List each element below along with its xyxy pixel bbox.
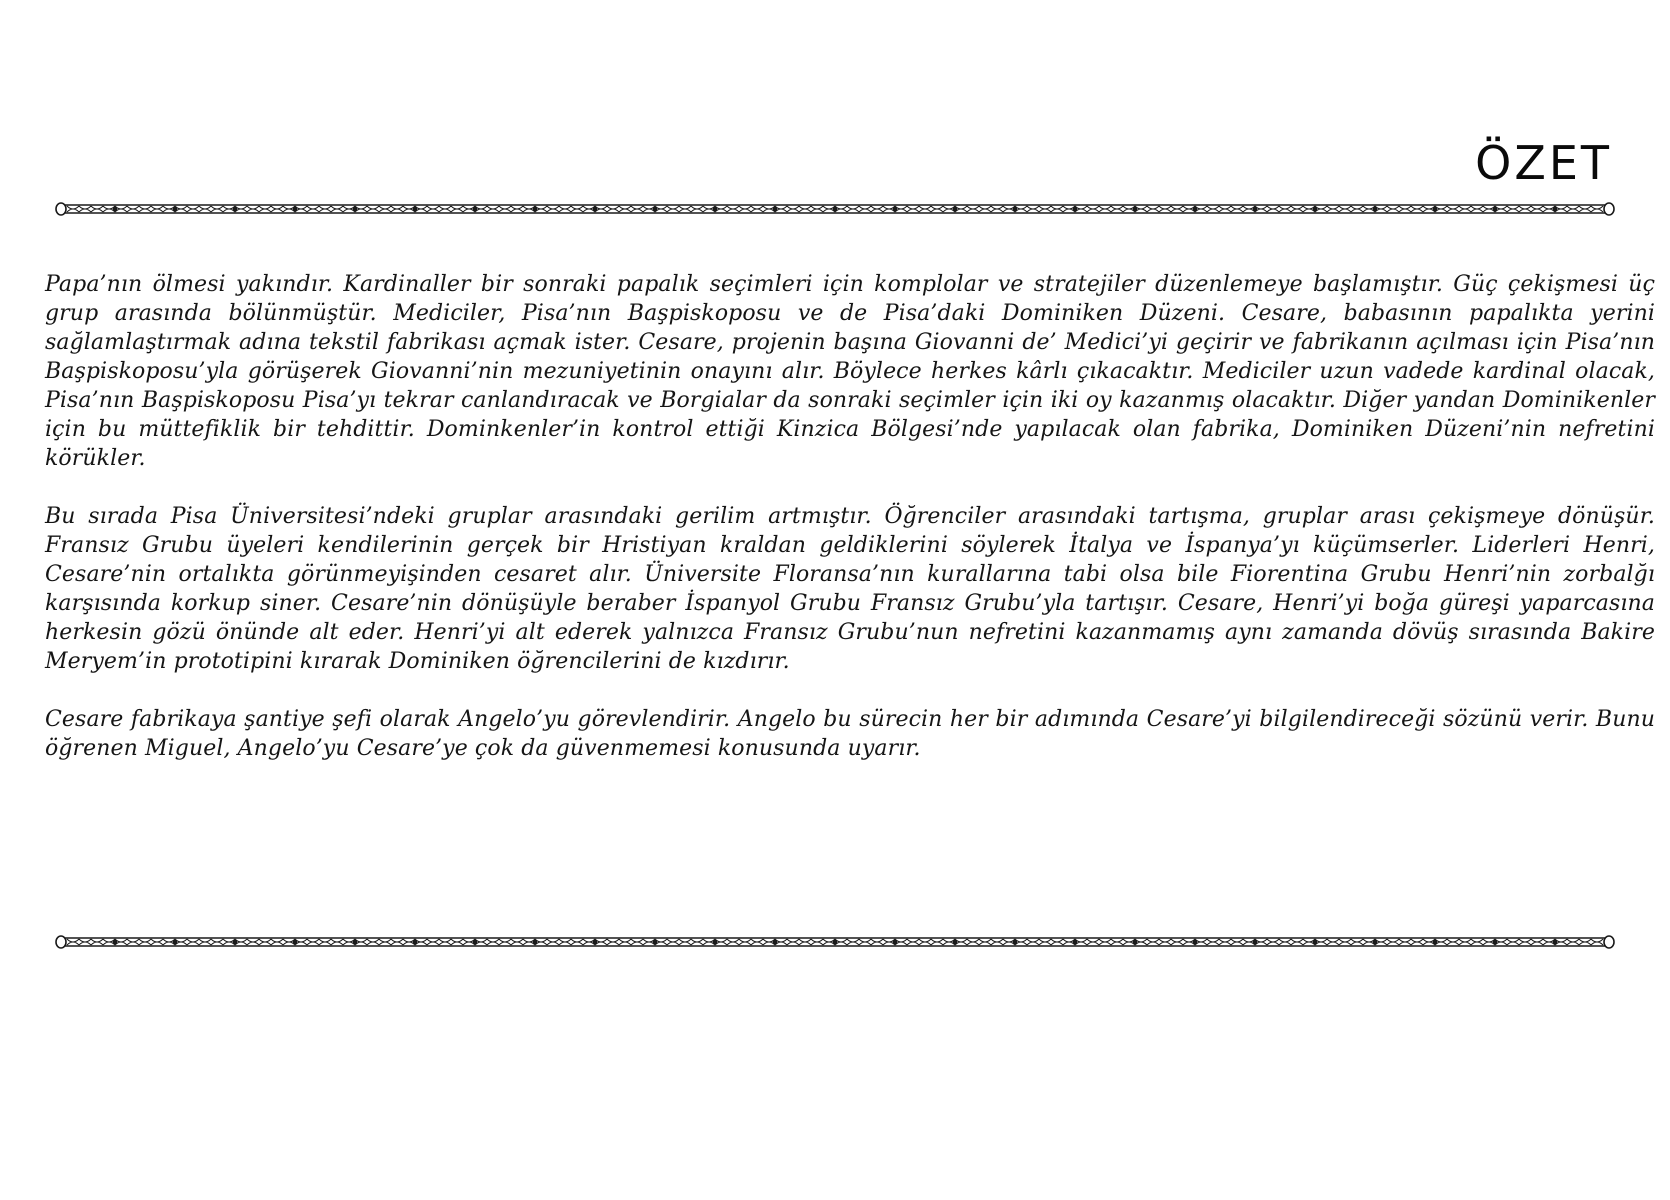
summary-body xyxy=(45,270,1655,792)
summary-paragraph-2: Bu sırada Pisa Üniversitesi’ndeki gruplar arasındaki gerilim artmıştır. Öğrenciler arasındaki tartışma, gruplar arası çekişmeye dönüşür. Fransız Grubu üyeleri kendilerinin gerçek bir Hristiyan kraldan geldiklerini söylerek İtalya ve İspanya’yı küçümserler. Liderleri Henri, Cesare’nin ortalıkta görünmeyişinden cesaret alır. Üniversite Floransa’nın kurallarına tabi olsa bile Fiorentina Grubu Henri’nin zorbalğı karşısında korkup siner. Cesare’nin dönüşüyle beraber İspanyol Grubu Fransız Grubu’yla tartışır. Cesare, Henri’yi boğa güreşi yaparcasına herkesin gözü önünde alt eder. Henri’yi alt ederek yalnızca Fransız Grubu’nun nefretini kazanmamış aynı zamanda dövüş sırasında Bakire Meryem’in prototipini kırarak Dominiken öğrencilerini de kızdırır. xyxy=(45,504,1655,674)
summary-paragraph-3: Cesare fabrikaya şantiye şefi olarak Angelo’yu görevlendirir. Angelo bu sürecin her bir adımında Cesare’yi bilgilendireceği sözünü verir. Bunu öğrenen Miguel, Angelo’yu Cesare’ye çok da güvenmemesi konusunda uyarır. xyxy=(45,707,1655,761)
ornamental-divider-bottom xyxy=(55,934,1615,950)
ornamental-divider-top xyxy=(55,201,1615,217)
page-title: ÖZET xyxy=(1475,136,1612,190)
summary-paragraph-1: Papa’nın ölmesi yakındır. Kardinaller bir sonraki papalık seçimleri için komplolar ve stratejiler düzenlemeye başlamıştır. Güç çekişmesi üç grup arasında bölünmüştür. Mediciler, Pisa’nın Başpiskoposu ve de Pisa’daki Dominiken Düzeni. Cesare, babasının papalıkta yerini sağlamlaştırmak adına tekstil fabrikası açmak ister. Cesare, projenin başına Giovanni de’ Medici’yi geçirir ve fabrikanın açılması için Pisa’nın Başpiskoposu’yla görüşerek Giovanni’nin mezuniyetinin onayını alır. Böylece herkes kârlı çıkacaktır. Mediciler uzun vadede kardinal olacak, Pisa’nın Başpiskoposu Pisa’yı tekrar canlandıracak ve Borgialar da sonraki seçimler için iki oy kazanmış olacaktır. Diğer yandan Dominikenler için bu müttefiklik bir tehdittir. Dominkenler’in kontrol ettiği Kinzica Bölgesi’nde yapılacak olan fabrika, Dominiken Düzeni’nin nefretini körükler. xyxy=(45,272,1655,471)
